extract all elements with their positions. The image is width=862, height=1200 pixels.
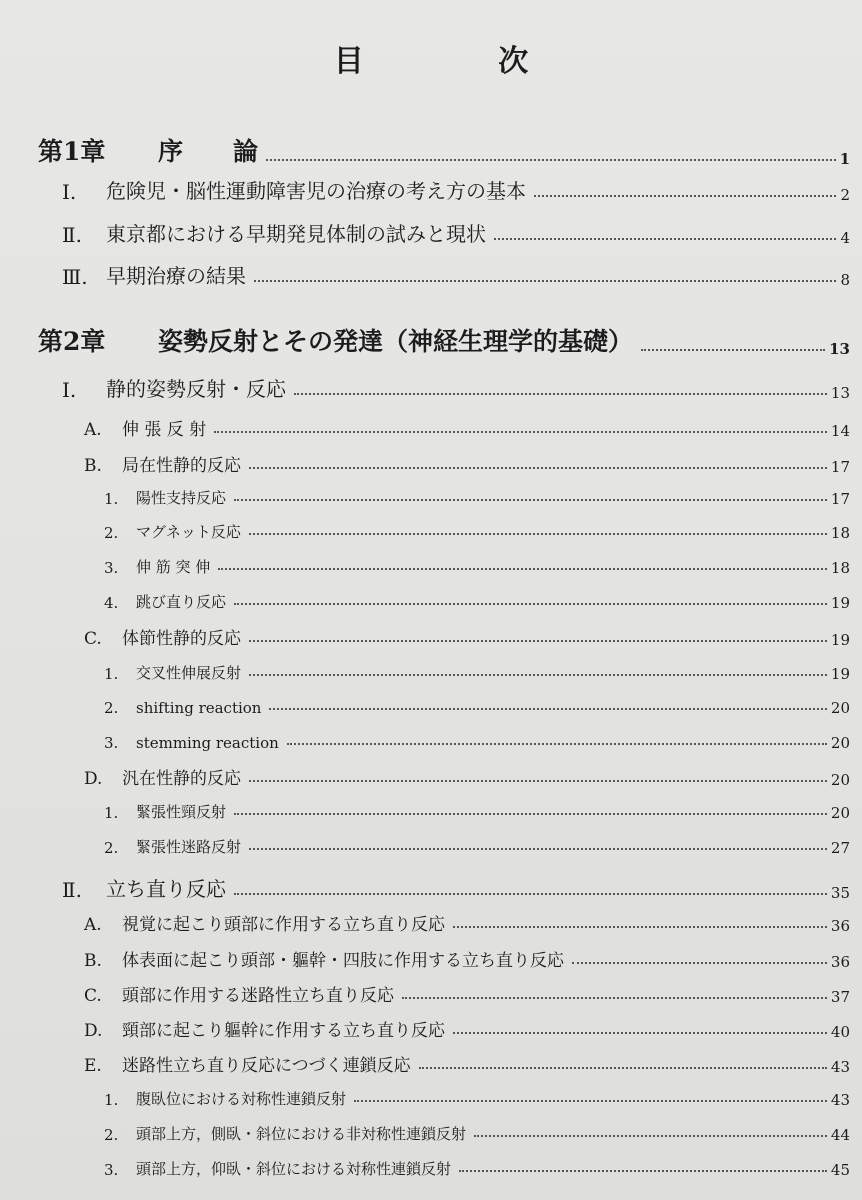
toc-entry (84, 1017, 850, 1041)
toc-entry-page: 18 (830, 559, 850, 577)
toc-entry (62, 219, 850, 247)
dot-leader (249, 533, 827, 535)
toc-entry-page: 19 (830, 594, 850, 612)
toc-entry-title: 緊張性頸反射 (136, 803, 227, 821)
toc-entry (62, 374, 850, 402)
toc-entry-number: Ⅲ. (62, 265, 88, 289)
dot-leader (249, 640, 827, 642)
dot-leader (214, 431, 827, 433)
toc-entry-title: 陽性支持反応 (136, 489, 227, 507)
toc-entry-page: 45 (830, 1161, 850, 1179)
toc-entry (104, 1087, 850, 1109)
toc-entry-title: 跳び直り反応 (136, 593, 227, 611)
dot-leader (234, 499, 827, 501)
toc-entry (104, 800, 850, 822)
toc-entry-page: 8 (840, 271, 850, 289)
toc-entry-page: 44 (830, 1126, 850, 1144)
toc-entry (84, 765, 850, 789)
toc-entry-number: C. (84, 986, 102, 1006)
toc-entry-number: A. (84, 915, 102, 935)
toc-entry-number: A. (84, 420, 102, 440)
dot-leader (354, 1100, 827, 1102)
dot-leader (402, 997, 827, 999)
dot-leader (266, 159, 836, 161)
dot-leader (234, 893, 827, 895)
toc-entry-number: D. (84, 769, 103, 789)
toc-entry-number: 4. (104, 594, 119, 612)
toc-entry (84, 416, 850, 440)
dot-leader (269, 708, 826, 710)
dot-leader (254, 280, 836, 282)
toc-entry-number: 2. (104, 1126, 119, 1144)
toc-entry-title: 立ち直り反応 (106, 877, 226, 901)
toc-entry-title: 伸 筋 突 伸 (136, 558, 211, 576)
toc-entry-number: Ⅰ. (62, 378, 77, 402)
toc-entry-page: 14 (830, 422, 850, 440)
dot-leader (453, 1032, 827, 1034)
toc-entry-title: 序 論 (158, 137, 259, 166)
toc-entry-page: 40 (830, 1023, 850, 1041)
dot-leader (459, 1170, 827, 1172)
toc-entry-title: 体節性静的反応 (122, 629, 241, 649)
toc-entry-number: 3. (104, 559, 119, 577)
toc-entry-number: 1. (104, 490, 119, 508)
toc-entry (104, 555, 850, 577)
toc-entry-number: 2. (104, 839, 119, 857)
toc-entry-number: 3. (104, 1161, 119, 1179)
toc-entry-page: 43 (830, 1058, 850, 1076)
toc-entry-number: 1. (104, 665, 119, 683)
toc-entry-number: 第1章 (38, 137, 106, 166)
toc-entry-title: 頭部上方，仰臥・斜位における対称性連鎖反射 (136, 1160, 452, 1178)
toc-entry-page: 18 (830, 524, 850, 542)
toc-entry-title: 早期治療の結果 (106, 264, 246, 288)
dot-leader (534, 195, 836, 197)
toc-entry-page: 20 (830, 734, 850, 752)
dot-leader (572, 962, 827, 964)
toc-entry (104, 730, 850, 752)
toc-entry-title: 緊張性迷路反射 (136, 838, 242, 856)
toc-entry-title: 迷路性立ち直り反応につづく連鎖反応 (122, 1056, 411, 1076)
dot-leader (234, 603, 827, 605)
toc-entry-number: 1. (104, 1091, 119, 1109)
toc-entry-page: 20 (830, 699, 850, 717)
toc-entry-page: 35 (830, 884, 850, 902)
toc-entry-number: Ⅱ. (62, 878, 82, 902)
dot-leader (494, 238, 836, 240)
toc-entry (62, 176, 850, 204)
toc-entry (62, 261, 850, 289)
toc-entry (84, 947, 850, 971)
toc-entry (104, 695, 850, 717)
toc-entry-number: E. (84, 1056, 102, 1076)
toc-entry (104, 1122, 850, 1144)
dot-leader (218, 568, 827, 570)
toc-entry-page: 4 (840, 229, 850, 247)
toc-entry-number: Ⅱ. (62, 223, 82, 247)
toc-entry-title: 危険児・脳性運動障害児の治療の考え方の基本 (106, 179, 526, 203)
toc-entry-title: 頭部上方，側臥・斜位における非対称性連鎖反射 (136, 1125, 467, 1143)
toc-entry (104, 590, 850, 612)
dot-leader (249, 674, 827, 676)
toc-entry (104, 661, 850, 683)
dot-leader (641, 349, 825, 351)
toc-entry-page: 27 (830, 839, 850, 857)
toc-entry-number: B. (84, 456, 102, 476)
toc-entry (84, 625, 850, 649)
toc-entry-title: 腹臥位における対称性連鎖反射 (136, 1090, 347, 1108)
toc-entry-number: 1. (104, 804, 119, 822)
toc-entry (104, 835, 850, 857)
dot-leader (249, 780, 827, 782)
toc-entry-page: 1 (839, 150, 850, 168)
toc-entry-page: 20 (830, 771, 850, 789)
toc-entry (104, 520, 850, 542)
dot-leader (453, 926, 827, 928)
toc-entry-page: 36 (830, 917, 850, 935)
toc-entry-number: B. (84, 951, 102, 971)
toc-entry-title: 視覚に起こり頭部に作用する立ち直り反応 (122, 915, 445, 935)
toc-entry-page: 43 (830, 1091, 850, 1109)
dot-leader (249, 467, 827, 469)
toc-entry (84, 982, 850, 1006)
dot-leader (287, 743, 827, 745)
toc-entry-page: 19 (830, 631, 850, 649)
toc-entry-number: 2. (104, 524, 119, 542)
toc-entry-title: 東京都における早期発見体制の試みと現状 (106, 222, 486, 246)
toc-entry-title: 静的姿勢反射・反応 (106, 377, 286, 401)
toc-entry-title: 頭部に作用する迷路性立ち直り反応 (122, 986, 394, 1006)
toc-entry-page: 17 (830, 490, 850, 508)
toc-entry-title: shifting reaction (136, 699, 262, 717)
toc-entry-page: 19 (830, 665, 850, 683)
toc-entry-title: 伸 張 反 射 (122, 420, 207, 440)
toc-entry-number: 2. (104, 699, 119, 717)
toc-entry (38, 134, 850, 168)
page-title: 目 次 (333, 44, 591, 79)
toc-entry (104, 1157, 850, 1179)
toc-entry-page: 17 (830, 458, 850, 476)
toc-entry-title: 交叉性伸展反射 (136, 664, 242, 682)
toc-entry-title: 姿勢反射とその発達（神経生理学的基礎） (158, 327, 634, 356)
toc-entry-number: D. (84, 1021, 103, 1041)
toc-entry-number: C. (84, 629, 102, 649)
toc-entry-number: 3. (104, 734, 119, 752)
dot-leader (294, 393, 827, 395)
toc-entry (104, 486, 850, 508)
toc-entry-page: 20 (830, 804, 850, 822)
toc-entry (62, 874, 850, 902)
toc-entry (84, 452, 850, 476)
toc-entry (84, 911, 850, 935)
toc-entry-number: 第2章 (38, 327, 106, 356)
toc-entry-title: 局在性静的反応 (122, 456, 241, 476)
toc-entry-number: Ⅰ. (62, 180, 77, 204)
toc-entry-page: 37 (830, 988, 850, 1006)
dot-leader (234, 813, 827, 815)
toc-entry-page: 36 (830, 953, 850, 971)
dot-leader (474, 1135, 827, 1137)
toc-entry (38, 324, 850, 358)
toc-entry-title: 頸部に起こり軀幹に作用する立ち直り反応 (122, 1021, 445, 1041)
toc-entry-page: 13 (830, 384, 850, 402)
toc-entry-title: マグネット反応 (136, 523, 241, 541)
dot-leader (249, 848, 827, 850)
dot-leader (419, 1067, 827, 1069)
toc-entry (84, 1052, 850, 1076)
toc-entry-title: 汎在性静的反応 (122, 769, 241, 789)
toc-entry-title: stemming reaction (136, 734, 279, 752)
toc-entry-title: 体表面に起こり頭部・軀幹・四肢に作用する立ち直り反応 (122, 951, 564, 971)
toc-entry-page: 2 (840, 186, 850, 204)
toc-entry-page: 13 (829, 340, 850, 358)
